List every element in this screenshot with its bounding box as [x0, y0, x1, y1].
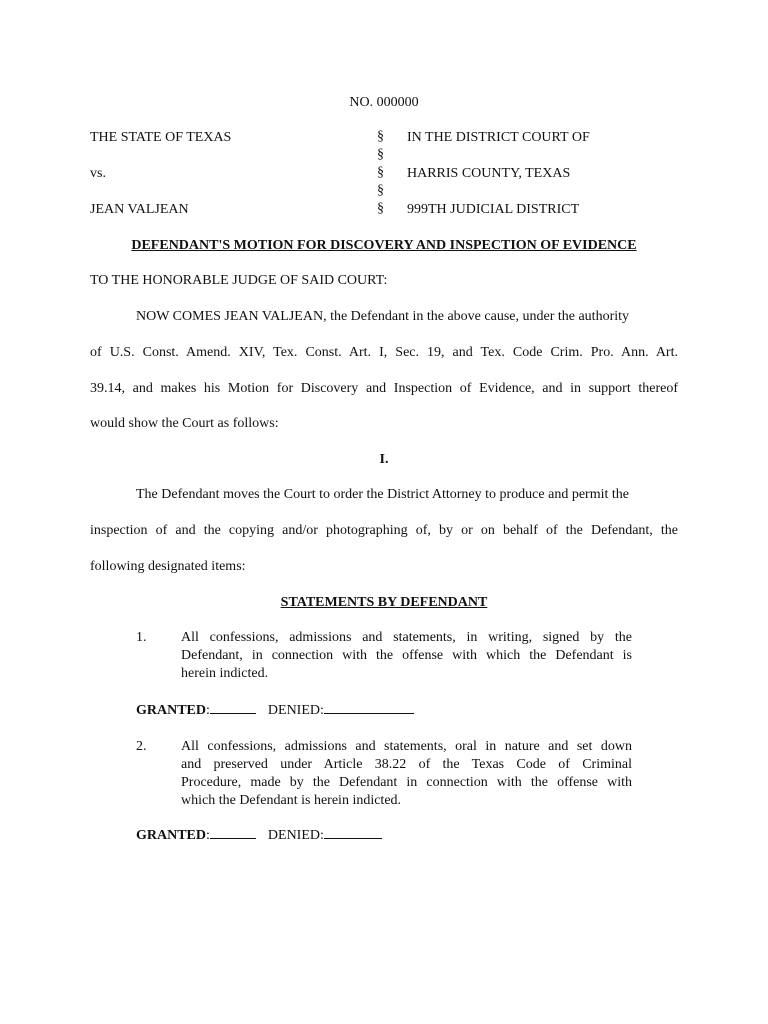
item-text	[181, 629, 632, 683]
denied-blank[interactable]	[324, 826, 382, 839]
intro-line: NOW COMES JEAN VALJEAN, the Defendant in the above cause, under the authority	[136, 309, 630, 324]
section-symbol: §	[377, 201, 384, 216]
caption-vs: vs.	[90, 166, 106, 181]
ruling-line: GRANTED: DENIED:	[136, 701, 414, 719]
ruling-line: GRANTED: DENIED:	[136, 826, 382, 844]
section-line: inspection of and the copying and/or photographing of, by or on behalf of the Defendant, the	[90, 523, 678, 538]
item-text	[181, 738, 632, 810]
item-line: herein indicted.	[181, 666, 269, 681]
intro-line: 39.14, and makes his Motion for Discovery and Inspection of Evidence, and in support thereof	[90, 381, 678, 396]
subheading: STATEMENTS BY DEFENDANT	[280, 595, 488, 610]
salutation: TO THE HONORABLE JUDGE OF SAID COURT:	[90, 273, 388, 288]
section-symbol: §	[377, 147, 384, 162]
case-number: NO. 000000	[349, 95, 419, 110]
section-line: The Defendant moves the Court to order the District Attorney to produce and permit the	[136, 487, 629, 502]
section-numeral: I.	[379, 452, 389, 467]
caption-court: IN THE DISTRICT COURT OF	[407, 130, 590, 145]
caption-district: 999TH JUDICIAL DISTRICT	[407, 202, 580, 217]
section-line: following designated items:	[90, 559, 246, 574]
denied-blank[interactable]	[324, 701, 414, 714]
section-symbol: §	[377, 129, 384, 144]
item-line: All confessions, admissions and statements, oral in nature and set down	[181, 739, 632, 754]
item-line: and preserved under Article 38.22 of the Texas Code of Criminal	[181, 757, 632, 772]
item-line: which the Defendant is herein indicted.	[181, 793, 402, 808]
intro-line: of U.S. Const. Amend. XIV, Tex. Const. Art. I, Sec. 19, and Tex. Code Crim. Pro. Ann. Art.	[90, 345, 678, 360]
granted-label: GRANTED	[136, 828, 207, 843]
section-symbol: §	[377, 165, 384, 180]
caption-party-state: THE STATE OF TEXAS	[90, 130, 232, 145]
section-symbol: §	[377, 183, 384, 198]
section-symbol-column	[377, 128, 391, 218]
denied-label: DENIED:	[267, 703, 324, 718]
granted-blank[interactable]	[210, 701, 256, 714]
caption-party-defendant: JEAN VALJEAN	[90, 202, 189, 217]
item-line: All confessions, admissions and statements, in writing, signed by the	[181, 630, 632, 645]
item-line: Defendant, in connection with the offense with which the Defendant is	[181, 648, 632, 663]
denied-label: DENIED:	[267, 828, 324, 843]
caption-county: HARRIS COUNTY, TEXAS	[407, 166, 571, 181]
granted-label: GRANTED	[136, 703, 207, 718]
intro-line: would show the Court as follows:	[90, 416, 279, 431]
motion-title: DEFENDANT'S MOTION FOR DISCOVERY AND INSPECTION OF EVIDENCE	[131, 238, 637, 253]
item-number: 2.	[136, 739, 147, 754]
item-number: 1.	[136, 630, 147, 645]
granted-blank[interactable]	[210, 826, 256, 839]
item-line: Procedure, made by the Defendant in connection with the offense with	[181, 775, 632, 790]
